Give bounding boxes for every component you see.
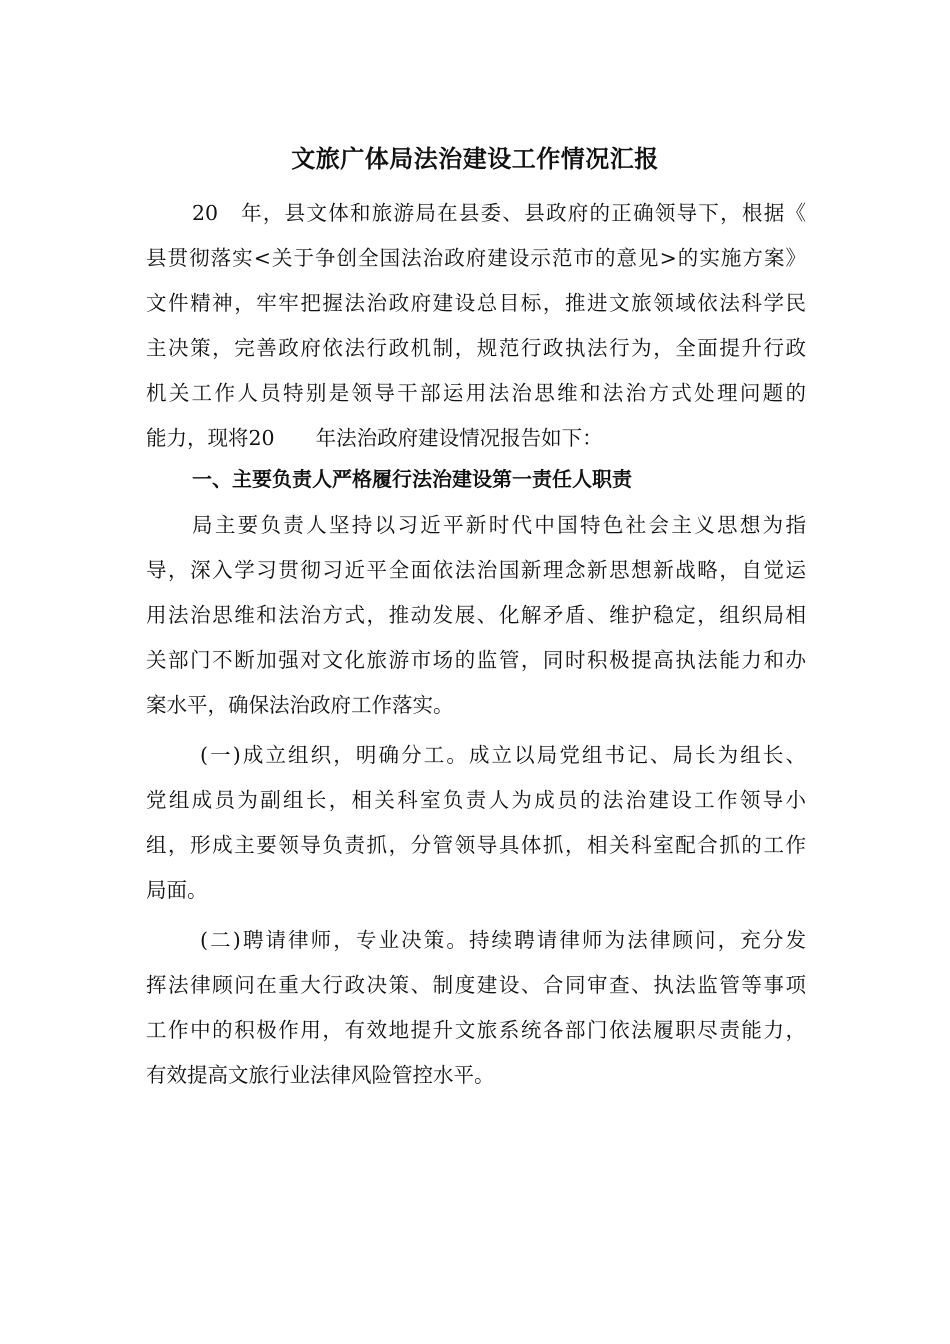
item2-line-2: 挥法律顾问在重大行政决策、制度建设、合同审查、执法监管等事项 (146, 973, 806, 997)
section1-line-1: 局主要负责人坚持以习近平新时代中国特色社会主义思想为指 (192, 513, 806, 537)
section1-line-5: 案水平，确保法治政府工作落实。 (146, 693, 454, 717)
intro-line-2: 县贯彻落实<关于争创全国法治政府建设示范市的意见>的实施方案》 (146, 246, 806, 270)
section1-line-3: 用法治思维和法治方式，推动发展、化解矛盾、维护稳定，组织局相 (146, 603, 806, 627)
item2-line-1: (二)聘请律师，专业决策。持续聘请律师为法律顾问，充分发 (200, 928, 806, 952)
intro-line-6: 能力，现将20 年法治政府建设情况报告如下： (146, 426, 603, 450)
item2-line-4: 有效提高文旅行业法律风险管控水平。 (146, 1063, 495, 1087)
intro-line-4: 主决策，完善政府依法行政机制，规范行政执法行为，全面提升行政 (146, 336, 806, 360)
item1-line-1: (一)成立组织，明确分工。成立以局党组书记、局长为组长、 (200, 743, 806, 767)
section1-line-2: 导，深入学习贯彻习近平全面依法治国新理念新思想新战略，自觉运 (146, 558, 806, 582)
intro-line-3: 文件精神，牢牢把握法治政府建设总目标，推进文旅领域依法科学民 (146, 291, 806, 315)
section1-line-4: 关部门不断加强对文化旅游市场的监管，同时积极提高执法能力和办 (146, 648, 806, 672)
item1-line-2: 党组成员为副组长，相关科室负责人为成员的法治建设工作领导小 (146, 788, 806, 812)
intro-line-5: 机关工作人员特别是领导干部运用法治思维和法治方式处理问题的 (146, 381, 806, 405)
section-heading-1: 一、主要负责人严格履行法治建设第一责任人职责 (192, 467, 632, 491)
item2-line-3: 工作中的积极作用，有效地提升文旅系统各部门依法履职尽责能力， (146, 1018, 806, 1042)
intro-line-1: 20 年，县文体和旅游局在县委、县政府的正确领导下，根据《 (192, 201, 806, 225)
item1-line-3: 组，形成主要领导负责抓，分管领导具体抓，相关科室配合抓的工作 (146, 833, 806, 857)
item1-line-4: 局面。 (146, 878, 208, 902)
document-title: 文旅广体局法治建设工作情况汇报 (291, 145, 659, 173)
